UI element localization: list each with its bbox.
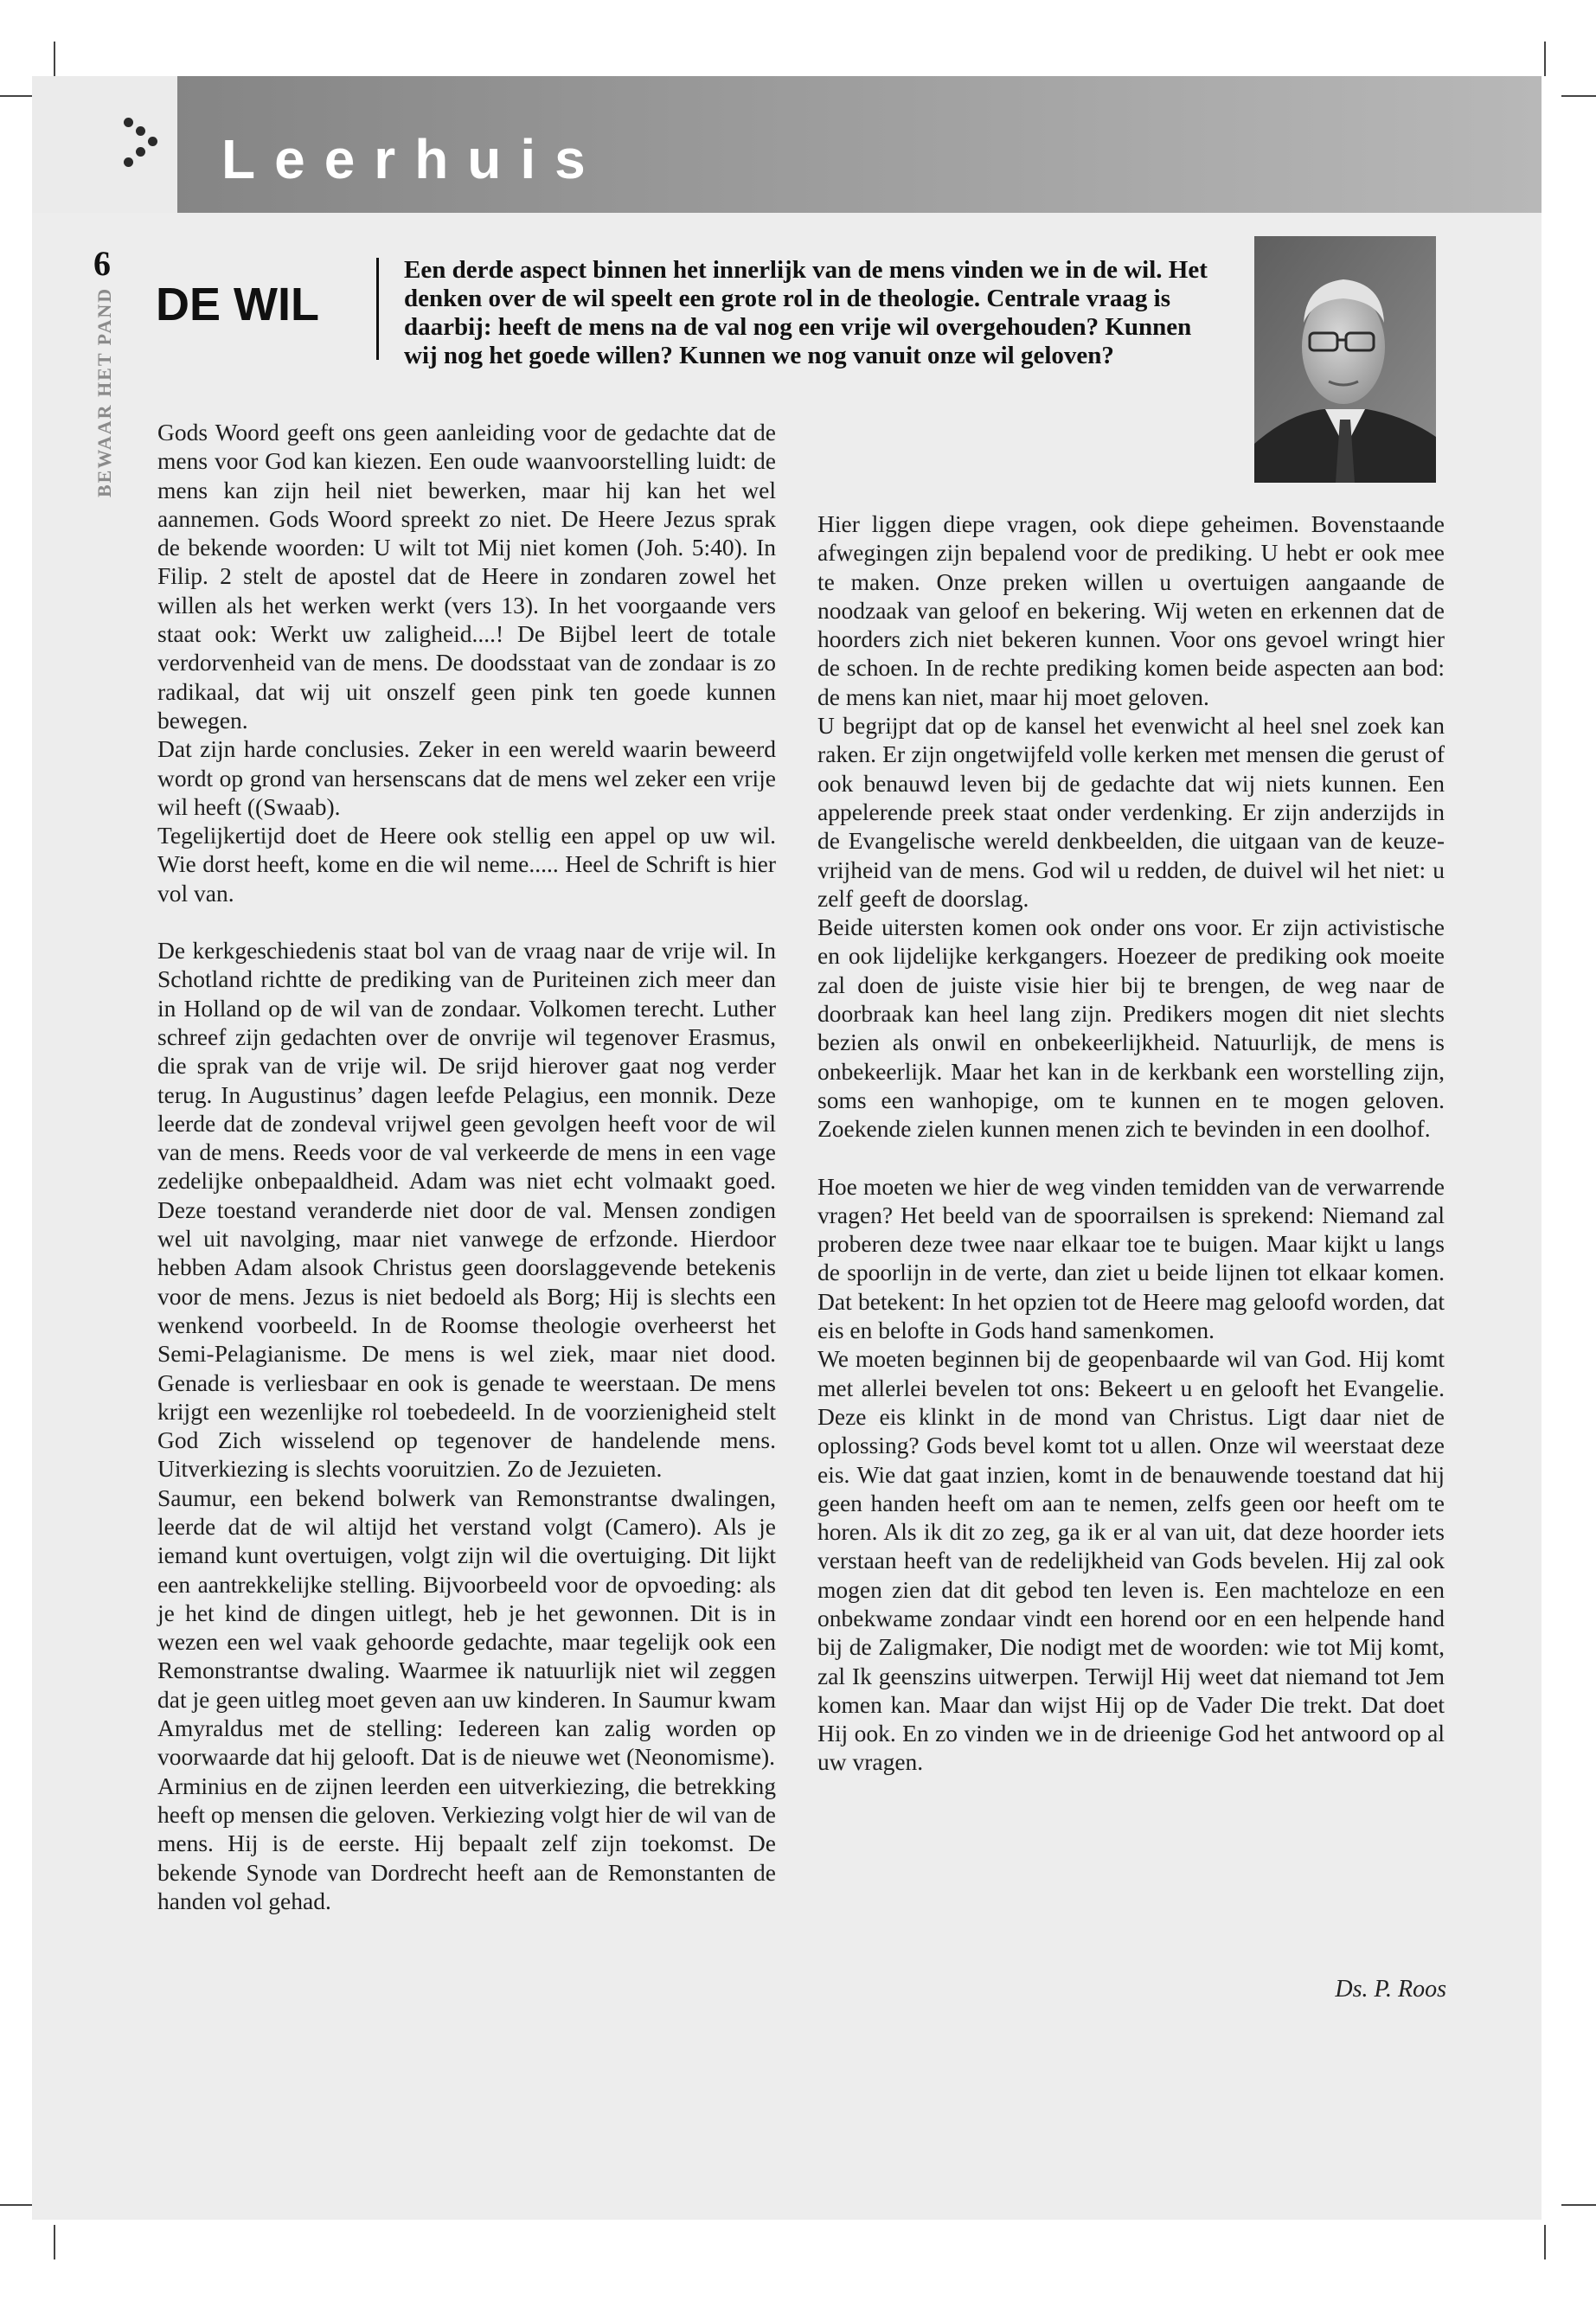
paragraph: Hier liggen diepe vragen, ook diepe geheimen. Bovenstaande afwegingen zijn bepalend voor de prediking. U hebt er ook mee te maken. Onze preken willen u overtuigen aangaande de noodzaak van geloof en bekering. Wij weten en erkennen dat de hoorders zich niet bekeren kunnen. Voor ons gevoel wringt hier de schoen. In de rechte prediking komen beide aspecten aan bod: de mens kan niet, maar hij moet geloven. xyxy=(817,510,1445,710)
paragraph: Arminius en de zijnen leerden een uitverkiezing, die betrekking heeft op mensen die geloven. Verkiezing volgt hier de wil van de mens. Hij is de eerste. Hij bepaalt zelf zijn toekomst. De bekende Synode van Dordrecht heeft aan de Remonstanten de handen vol gehad. xyxy=(157,1772,776,1914)
paragraph: U begrijpt dat op de kansel het evenwicht al heel snel zoek kan raken. Er zijn ongetwijfeld volle kerken met mensen die gerust of ook benauwd leven bij de gedachte dat wij niets kunnen. Een appelerende preek staat onder verdenking. Er zijn anderzijds in de Evangelische wereld denkbeelden, die uitgaan van de keuze-vrijheid van de mens. God wil u redden, de duivel wil het niet: u zelf geeft de doorslag. xyxy=(817,712,1445,912)
dots-logo-icon xyxy=(117,111,160,176)
crop-mark xyxy=(54,42,55,76)
paragraph: Tegelijkertijd doet de Heere ook stellig een appel op uw wil. Wie dorst heeft, kome en die wil neme..... Heel de Schrift is hier vol van. xyxy=(157,822,776,907)
article-title: DE WIL xyxy=(156,279,319,330)
article-intro: Een derde aspect binnen het innerlijk van de mens vinden we in de wil. Het denken over de wil speelt een grote rol in de theologie. Centrale vraag is daarbij: heeft de mens na de val nog een vrije wil overgehouden? Kunnen wij nog het goede willen? Kunnen we nog vanuit onze wil geloven? xyxy=(404,256,1208,369)
paragraph: Beide uitersten komen ook onder ons voor. Er zijn activistische en ook lijdelijke kerkgangers. Hoezeer de prediking ook moeite zal doen de juiste visie hier bij te brengen, de weg naar de doorbraak kan heel lang zijn. Predikers mogen dit niet slechts bezien als onwil en onbekeerlijkheid. Natuurlijk, de mens is onbekeerlijk. Maar het kan in de kerkbank een worstelling zijn, soms een wanhopige, om te kunnen en te mogen geloven. Zoekende zielen kunnen menen zich te bevinden in een doolhof. xyxy=(817,913,1445,1143)
paragraph: Dat zijn harde conclusies. Zeker in een wereld waarin beweerd wordt op grond van hersenscans dat de mens wel zeker een vrije wil heeft ((Swaab). xyxy=(157,735,776,820)
publication-label: BEWAAR HET PAND xyxy=(93,286,115,497)
crop-mark xyxy=(54,2225,55,2259)
paragraph: We moeten beginnen bij de geopenbaarde wil van God. Hij komt met allerlei bevelen tot ons: Bekeert u en gelooft het Evangelie. Deze eis klinkt in de mond van Christus. Ligt daar niet de oplossing? Gods bevel komt tot u allen. Onze wil weerstaat deze eis. Wie dat gaat inzien, komt in de benauwende toestand dat hij geen handen heeft om aan te nemen, zelfs geen oor heeft om te horen. Als ik dit zo zeg, ga ik er al van uit, dat deze hoorder iets verstaan heeft van de redelijkheid van Gods bevelen. Hij zal ook mogen zien dat dit gebod ten leven is. Een machteloze en een onbekwame zondaar vindt een horend oor en een helpende hand bij de Zaligmaker, Die nodigt met de woorden: wie tot Mij komt, zal Ik geenszins uitwerpen. Terwijl Hij weet dat niemand tot Jem komen kan. Maar dan wijst Hij op de Vader Die trekt. Dat doet Hij ook. En zo vinden we in de drieenige God het antwoord op al uw vragen. xyxy=(817,1345,1445,1776)
paragraph: De kerkgeschiedenis staat bol van de vraag naar de vrije wil. In Schotland richtte de prediking van de Puriteinen zich meer dan in Holland op de wil van de zondaar. Volkomen terecht. Luther schreef zijn gedachten over de onvrije wil tegenover Erasmus, die sprak van de vrije wil. De srijd hierover gaat nog verder terug. In Augustinus’ dagen leefde Pelagius, een monnik. Deze leerde dat de zondeval vrijwel geen gevolgen heeft voor de wil van de mens. Reeds voor de val verkeerde de mens in een vage zedelijke onbepaaldheid. Adam was niet echt volmaakt goed. Deze toestand veranderde niet door de val. Mensen zondigen wel uit navolging, maar niet vanwege de erfzonde. Hierdoor hebben Adam alsook Christus geen doorslaggevende betekenis voor de mens. Jezus is niet bedoeld als Borg; Hij is slechts een wenkend voorbeeld. In de Roomse theologie overheerst het Semi-Pelagianisme. De mens is wel ziek, maar niet dood. Genade is verliesbaar en ook is genade te weerstaan. De mens krijgt een wezenlijke rol toebedeeld. In de voorzienigheid stelt God Zich wisselend op tegenover de handelende mens. Uitverkiezing is slechts vooruitzien. Zo de Jezuieten. xyxy=(157,937,776,1483)
section-title: Leerhuis xyxy=(221,128,605,190)
author-signature: Ds. P. Roos xyxy=(1335,1976,1446,2003)
paragraph: Gods Woord geeft ons geen aanleiding voor de gedachte dat de mens voor God kan kiezen. Een oude waanvoorstelling luidt: de mens kan zijn heil niet bewerken, maar hij kan het wel aannemen. Gods Woord spreekt zo niet. De Heere Jezus sprak de bekende woorden: U wilt tot Mij niet komen (Joh. 5:40). In Filip. 2 stelt de apostel dat de Heere in zondaren zowel het willen als het werken werkt (vers 13). In het voorgaande vers staat ook: Werkt uw zaligheid....! De Bijbel leert de totale verdorvenheid van de mens. De doodsstaat van de zondaar is zo radikaal, dat wij uit onszelf geen pink ten goede kunnen bewegen. xyxy=(157,419,776,734)
crop-mark xyxy=(1561,2204,1596,2206)
crop-mark xyxy=(0,2204,35,2206)
title-divider xyxy=(376,258,379,360)
crop-mark xyxy=(0,95,35,97)
article-column-right xyxy=(817,510,1445,1777)
article-column-left xyxy=(157,418,776,1915)
paragraph: Hoe moeten we hier de weg vinden temidden van de verwarrende vragen? Het beeld van de spoorrailsen is sprekend: Niemand zal proberen deze twee naar elkaar toe te buigen. Maar kijkt u langs de spoorlijn in de verte, dan ziet u beide lijnen tot elkaar komen. Dat betekent: In het opzien tot de Heere mag geloofd worden, dat eis en belofte in Gods hand samenkomen. xyxy=(817,1172,1445,1344)
crop-mark xyxy=(1544,42,1546,76)
crop-mark xyxy=(1544,2225,1546,2259)
page-number: 6 xyxy=(93,244,111,283)
author-portrait xyxy=(1254,236,1436,483)
crop-mark xyxy=(1561,95,1596,97)
paragraph: Saumur, een bekend bolwerk van Remonstrantse dwalingen, leerde dat de wil altijd het verstand volgt (Camero). Als je iemand kunt overtuigen, volgt zijn wil die overtuiging. Dit lijkt een aantrekkelijke stelling. Bijvoorbeeld voor de opvoeding: als je het kind de dingen uitlegt, heb je het gewonnen. Dit is in wezen een wel vaak gehoorde gedachte, maar tegelijk ook een Remonstrantse dwaling. Waarmee ik natuurlijk niet wil zeggen dat je geen uitleg moet geven aan uw kinderen. In Saumur kwam Amyraldus met de stelling: Iedereen kan zalig worden op voorwaarde dat hij gelooft. Dat is de nieuwe wet (Neonomisme). xyxy=(157,1484,776,1771)
